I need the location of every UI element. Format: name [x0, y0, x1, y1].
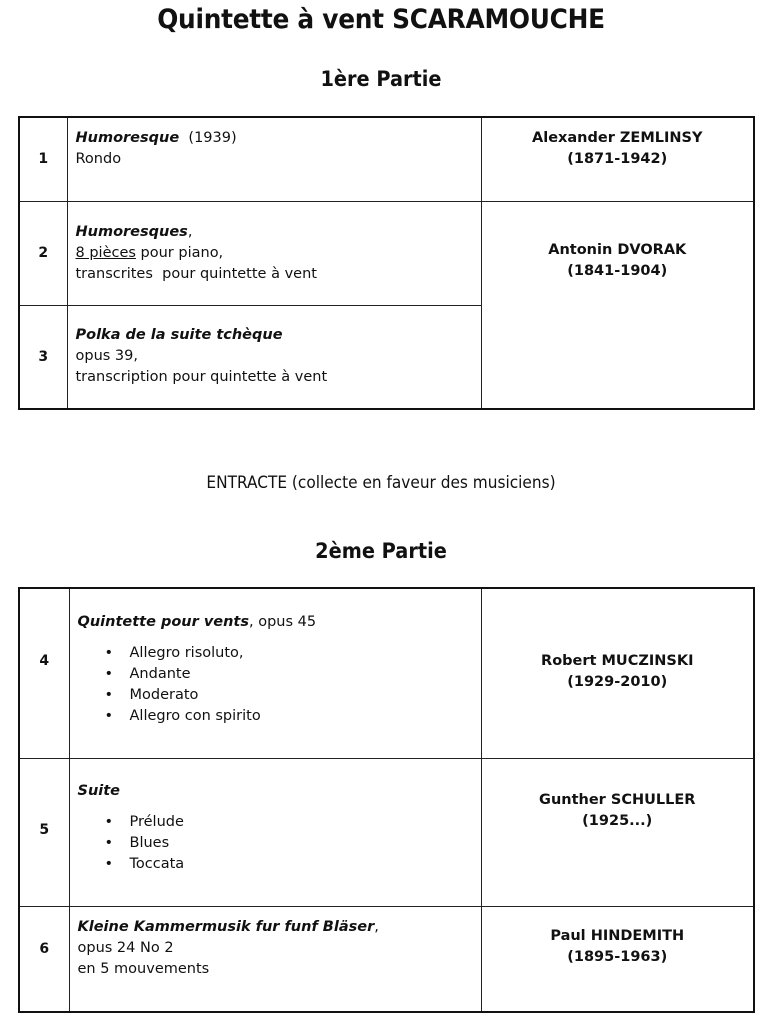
work-cell	[69, 588, 481, 758]
movement-item: • Allegro risoluto,	[130, 643, 481, 664]
composer-cell	[481, 201, 754, 409]
work-detail: Rondo	[75, 151, 122, 168]
movement-item: • Blues	[130, 833, 481, 854]
movement-item: • Toccata	[130, 854, 481, 875]
program-row	[19, 758, 754, 906]
work-cell	[67, 305, 481, 409]
movement-item: • Andante	[130, 664, 481, 685]
work-title: Polka de la suite tchèque	[75, 327, 283, 344]
composer-name: Antonin DVORAK	[548, 241, 687, 258]
work-detail: en 5 mouvements	[77, 961, 210, 978]
item-number	[19, 906, 69, 1012]
part2-heading: 2ème Partie	[315, 539, 447, 563]
composer-dates: (1929-2010)	[567, 674, 668, 691]
work-opus: , opus 45	[249, 613, 317, 630]
program-row	[19, 201, 754, 305]
part1-program-table	[18, 116, 755, 410]
document-title: Quintette à vent SCARAMOUCHE	[157, 4, 605, 35]
movement-list	[78, 812, 481, 875]
composer-name: Paul HINDEMITH	[550, 927, 685, 944]
part1-heading: 1ère Partie	[320, 67, 442, 91]
item-number-text: 5	[39, 822, 50, 838]
movement-item: • Moderato	[130, 685, 481, 706]
composer-cell	[481, 117, 754, 201]
work-cell	[69, 758, 481, 906]
work-title: Kleine Kammermusik fur funf Bläser	[77, 919, 375, 936]
intermission-note: ENTRACTE (collecte en faveur des musiciens)	[206, 473, 556, 492]
part2-program-table	[18, 587, 755, 1013]
movement-item: • Allegro con spirito	[130, 706, 481, 727]
work-title: Quintette pour vents	[77, 613, 249, 630]
work-title: Humoresques	[75, 223, 188, 240]
composer-dates: (1925...)	[582, 813, 653, 829]
composer-cell	[481, 588, 754, 758]
item-number: 3	[19, 305, 67, 409]
work-cell	[69, 906, 481, 1012]
work-detail: opus 24 No 2	[77, 940, 174, 957]
composer-name: Robert MUCZINSKI	[541, 653, 694, 670]
composer-cell	[481, 906, 754, 1012]
item-number-text: 4	[39, 653, 50, 670]
program-row	[19, 588, 754, 758]
work-title: Suite	[77, 783, 121, 799]
item-number	[19, 758, 69, 906]
composer-name: Gunther SCHULLER	[539, 792, 696, 808]
work-year: (1939)	[179, 130, 237, 147]
movement-item: • Prélude	[130, 812, 481, 833]
work-detail: pour piano,	[135, 244, 224, 261]
composer-dates: (1871-1942)	[567, 151, 668, 168]
program-row	[19, 117, 754, 201]
item-number	[19, 588, 69, 758]
work-cell	[67, 117, 481, 201]
work-title-suffix: ,	[374, 919, 379, 936]
composer-dates: (1841-1904)	[567, 262, 668, 279]
composer-cell	[481, 758, 754, 906]
work-detail: transcrites pour quintette à vent	[75, 265, 317, 282]
item-number-text: 6	[39, 940, 50, 957]
work-title-suffix: ,	[187, 223, 193, 240]
movement-list	[78, 643, 481, 727]
work-detail-underlined: 8 pièces	[75, 244, 136, 261]
work-title: Humoresque	[75, 130, 180, 147]
composer-dates: (1895-1963)	[567, 948, 668, 965]
work-detail: opus 39,	[75, 348, 138, 365]
work-detail: transcription pour quintette à vent	[75, 369, 328, 386]
composer-name: Alexander ZEMLINSY	[532, 130, 703, 147]
program-row	[19, 906, 754, 1012]
work-cell	[67, 201, 481, 305]
item-number: 2	[19, 201, 67, 305]
item-number: 1	[19, 117, 67, 201]
